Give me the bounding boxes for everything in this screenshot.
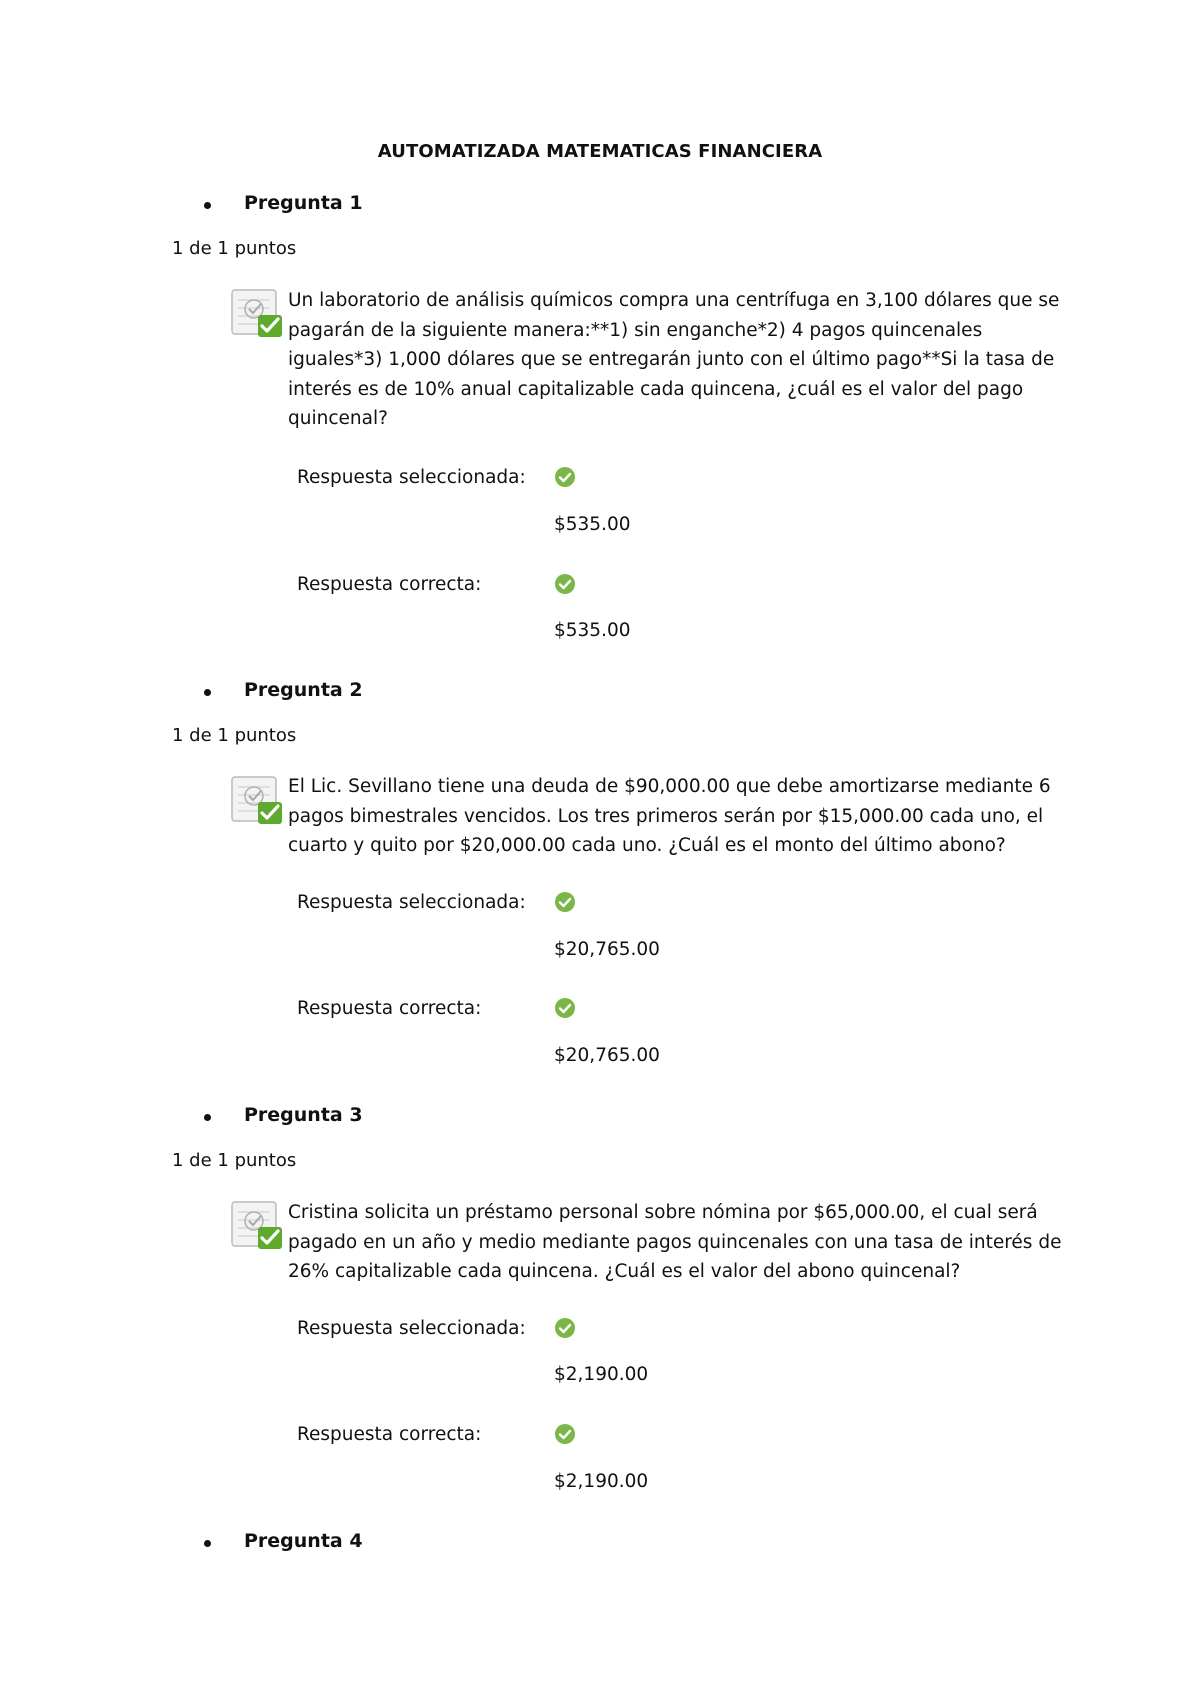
correct-check-icon	[554, 997, 576, 1019]
selected-answer-label: Respuesta seleccionada:	[297, 467, 526, 488]
correct-answer-label: Respuesta correcta:	[297, 1424, 482, 1445]
selected-answer-value: $535.00	[554, 514, 631, 535]
correct-check-icon	[554, 573, 576, 595]
question-points: 1 de 1 puntos	[172, 725, 297, 746]
question-heading-label: Pregunta 2	[244, 679, 363, 701]
bullet	[204, 1114, 211, 1121]
correct-check-icon	[554, 891, 576, 913]
bullet	[204, 1540, 211, 1547]
bullet	[204, 689, 211, 696]
question-heading-label: Pregunta 3	[244, 1104, 363, 1126]
correct-check-icon	[554, 466, 576, 488]
question-text: El Lic. Sevillano tiene una deuda de $90,000.00 que debe amortizarse mediante 6 pagos bimestrales vencidos. Los tres primeros serán por $15,000.00 cada uno, el cuarto y quito por $20,000.00 cada uno. ¿Cuál es el monto del último abono?	[288, 776, 1051, 856]
correct-answer-label: Respuesta correcta:	[297, 574, 482, 595]
graded-correct-document-icon	[230, 774, 288, 826]
selected-answer-value: $20,765.00	[554, 939, 660, 960]
graded-correct-document-icon	[230, 287, 288, 339]
graded-correct-document-icon	[230, 1199, 288, 1251]
correct-check-icon	[554, 1423, 576, 1445]
selected-answer-value: $2,190.00	[554, 1364, 649, 1385]
question-heading-label: Pregunta 1	[244, 192, 363, 214]
correct-answer-value: $20,765.00	[554, 1045, 660, 1066]
correct-answer-label: Respuesta correcta:	[297, 998, 482, 1019]
correct-answer-value: $2,190.00	[554, 1471, 649, 1492]
question-text: Cristina solicita un préstamo personal sobre nómina por $65,000.00, el cual será pagado en un año y medio mediante pagos quincenales con una tasa de interés de 26% capitalizable cada quincena. ¿Cuál es el valor del abono quincenal?	[288, 1202, 1062, 1282]
question-points: 1 de 1 puntos	[172, 238, 297, 259]
selected-answer-label: Respuesta seleccionada:	[297, 892, 526, 913]
correct-answer-value: $535.00	[554, 620, 631, 641]
question-heading-label: Pregunta 4	[244, 1530, 363, 1552]
correct-check-icon	[554, 1317, 576, 1339]
document-title: AUTOMATIZADA MATEMATICAS FINANCIERA	[377, 141, 823, 162]
question-text: Un laboratorio de análisis químicos compra una centrífuga en 3,100 dólares que se pagarán de la siguiente manera:**1) sin enganche*2) 4 pagos quincenales iguales*3) 1,000 dólares que se entregarán junto con el último pago**Si la tasa de interés es de 10% anual capitalizable cada quincena, ¿cuál es el valor del pago quincenal?	[288, 290, 1060, 429]
bullet	[204, 202, 211, 209]
selected-answer-label: Respuesta seleccionada:	[297, 1318, 526, 1339]
question-points: 1 de 1 puntos	[172, 1150, 297, 1171]
